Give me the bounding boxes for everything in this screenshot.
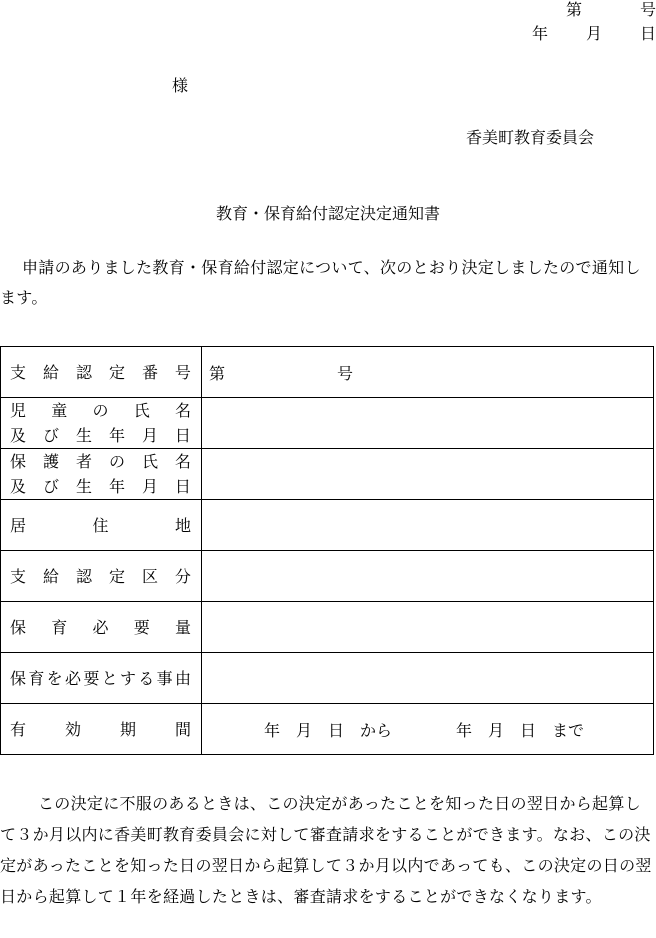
- label-char: 効: [64, 719, 81, 739]
- row-value: [202, 449, 654, 500]
- table-row: [1, 347, 654, 398]
- label-line: [10, 564, 191, 589]
- row-label: [1, 347, 202, 398]
- table-row: [1, 500, 654, 551]
- row-label: [1, 398, 202, 449]
- label-char: 区: [141, 566, 158, 586]
- label-char: 名: [174, 401, 191, 420]
- label-line: [10, 449, 191, 474]
- label-char: 氏: [133, 401, 150, 420]
- row-label: [1, 449, 202, 500]
- label-line: [10, 666, 191, 691]
- label-char: 期: [119, 719, 136, 739]
- number-prefix: 第: [566, 0, 583, 19]
- label-line: [10, 615, 191, 640]
- row-value: [202, 602, 654, 653]
- row-label: [1, 551, 202, 602]
- label-char: 要: [133, 617, 150, 637]
- issuer: 香美町教育委員会: [466, 128, 595, 147]
- date-year: 年: [532, 24, 549, 43]
- label-char: 事: [156, 668, 173, 688]
- label-char: 童: [51, 401, 68, 420]
- label-line: [10, 513, 191, 538]
- label-char: 番: [141, 362, 158, 382]
- label-char: 及: [10, 477, 27, 496]
- label-char: 育: [28, 668, 45, 688]
- label-char: と: [101, 668, 118, 688]
- row-label: [1, 602, 202, 653]
- label-line: [10, 474, 191, 499]
- label-char: 必: [92, 617, 109, 637]
- label-char: び: [42, 426, 59, 445]
- document-number: [566, 0, 656, 20]
- label-char: 生: [75, 477, 92, 496]
- table-row: [1, 449, 654, 500]
- label-char: 育: [51, 617, 68, 637]
- label-char: 間: [174, 719, 191, 739]
- label-char: 給: [42, 362, 59, 382]
- label-char: す: [119, 668, 136, 688]
- row-value: [202, 653, 654, 704]
- date-day: 日: [639, 24, 656, 43]
- label-char: 居: [10, 515, 27, 535]
- label-line: [10, 360, 191, 385]
- label-char: 住: [92, 515, 109, 535]
- label-char: 分: [174, 566, 191, 586]
- label-char: 月: [141, 477, 158, 496]
- number-suffix: 号: [639, 0, 656, 19]
- row-label: [1, 500, 202, 551]
- label-char: 者: [75, 452, 92, 471]
- label-char: 生: [75, 426, 92, 445]
- label-char: 認: [75, 362, 92, 382]
- appeal-notice: この決定に不服のあるときは、この決定があったことを知った日の翌日から起算して３か月以内に香美町教育委員会に対して審査請求をすることができます。なお、この決定があったことを知った日の翌日から起算して３か月以内であっても、この決定の日の翌日から起算して１年を経過したときは、審査請求をすることができなくなります。: [0, 794, 652, 906]
- page-title: 教育・保育給付認定決定通知書: [215, 204, 440, 223]
- label-char: 由: [174, 668, 191, 688]
- row-value: [202, 500, 654, 551]
- label-char: 護: [42, 452, 59, 471]
- table-row: [1, 551, 654, 602]
- label-char: 保: [10, 668, 27, 688]
- table-row: [1, 653, 654, 704]
- row-value: [202, 398, 654, 449]
- label-char: る: [138, 668, 155, 688]
- label-char: 月: [141, 426, 158, 445]
- label-char: 支: [10, 566, 27, 586]
- row-label: [1, 653, 202, 704]
- document-date: [532, 24, 656, 44]
- validity-term: 年 月 日 から 年 月 日 まで: [264, 720, 585, 740]
- label-char: 名: [174, 452, 191, 471]
- label-char: の: [108, 452, 125, 471]
- label-char: 定: [108, 362, 125, 382]
- value-text: 第 号: [209, 363, 354, 383]
- label-char: を: [46, 668, 63, 688]
- label-char: 必: [64, 668, 81, 688]
- label-char: 有: [10, 719, 27, 739]
- row-value: [202, 704, 654, 755]
- label-char: 年: [108, 426, 125, 445]
- label-char: 号: [174, 362, 191, 382]
- date-month: 月: [585, 24, 602, 43]
- label-line: [10, 423, 191, 448]
- label-char: の: [92, 401, 109, 420]
- table-row: [1, 602, 654, 653]
- label-line: [10, 717, 191, 742]
- intro-paragraph: 申請のありました教育・保育給付認定について、次のとおり決定しましたので通知します。: [0, 258, 641, 307]
- label-char: 地: [174, 515, 191, 535]
- label-char: 定: [108, 566, 125, 586]
- table-row: [1, 704, 654, 755]
- table-row: [1, 398, 654, 449]
- label-char: 量: [174, 617, 191, 637]
- label-char: 認: [75, 566, 92, 586]
- row-value: [202, 551, 654, 602]
- label-char: 及: [10, 426, 27, 445]
- label-char: 氏: [141, 452, 158, 471]
- row-value: [202, 347, 654, 398]
- row-label: [1, 704, 202, 755]
- label-char: 日: [174, 426, 191, 445]
- certification-table: [0, 346, 654, 755]
- label-char: 保: [10, 452, 27, 471]
- label-char: 要: [83, 668, 100, 688]
- label-char: 児: [10, 401, 27, 420]
- label-char: 日: [174, 477, 191, 496]
- label-char: 支: [10, 362, 27, 382]
- recipient: 様: [172, 76, 189, 95]
- label-char: 給: [42, 566, 59, 586]
- label-char: 年: [108, 477, 125, 496]
- label-char: び: [42, 477, 59, 496]
- label-char: 保: [10, 617, 27, 637]
- label-line: [10, 398, 191, 423]
